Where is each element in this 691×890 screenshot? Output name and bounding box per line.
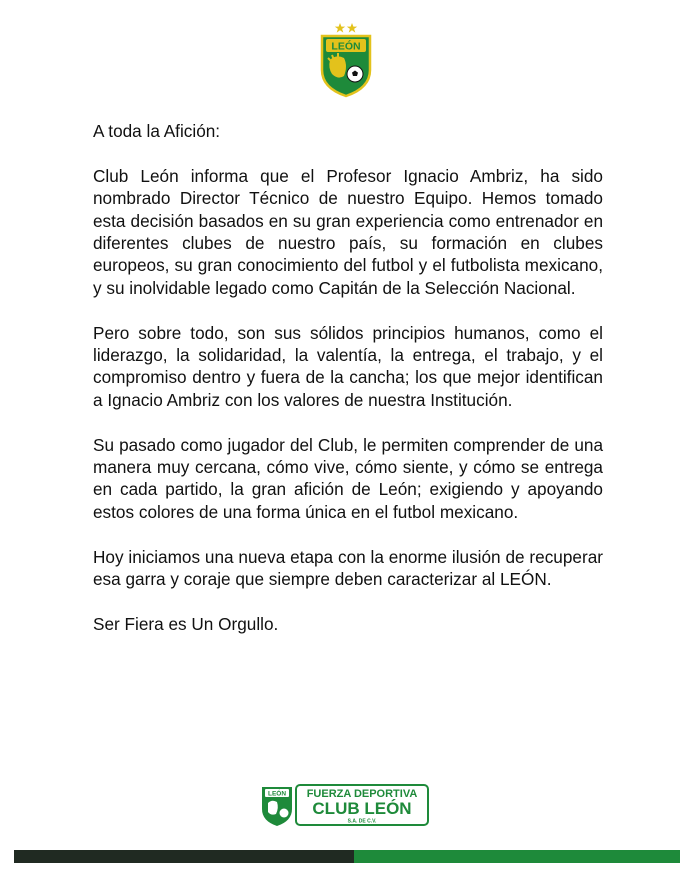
logo-line-2: CLUB LEÓN [312, 799, 412, 818]
letter-body [93, 120, 603, 658]
logo-line-1: FUERZA DEPORTIVA [306, 788, 418, 800]
letter-paragraph-1: Club León informa que el Profesor Ignacio Ambriz, ha sido nombrado Director Técnico de nuestro Equipo. Hemos tomado esta decisión basados en su gran experiencia como entrenador en diferentes clubes de nuestro país, su formación en clubes europeos, su gran conocimiento del futbol y el futbolista mexicano, y su inolvidable legado como Capitán de la Selección Nacional. [93, 165, 603, 298]
crest-text: LEÓN [331, 40, 361, 53]
footer-bar-dark-segment [14, 850, 354, 863]
letter-paragraph-2: Pero sobre todo, son sus sólidos principios humanos, como el liderazgo, la solidaridad, la valentía, la entrega, el trabajo, y el compromiso dentro y fuera de la cancha; los que mejor identifican a Ignacio Ambriz con los valores de nuestra Institución. [93, 322, 603, 410]
letter-closing: Ser Fiera es Un Orgullo. [93, 613, 279, 634]
star-icon [335, 23, 345, 33]
footer-color-bar [14, 850, 680, 863]
letter-paragraph-4: Hoy iniciamos una nueva etapa con la enorme ilusión de recuperar esa garra y coraje que siempre deben caracterizar al LEÓN. [93, 546, 603, 590]
small-crest-text: LEÓN [267, 790, 287, 798]
logo-line-3: S.A. DE C.V. [347, 818, 377, 825]
fuerza-deportiva-club-leon-logo [259, 783, 431, 827]
letter-greeting: A toda la Afición: [93, 121, 221, 141]
club-leon-crest-logo [318, 22, 374, 98]
footer-bar-green-segment [354, 850, 680, 863]
letter-paragraph-3: Su pasado como jugador del Club, le permiten comprender de una manera muy cercana, cómo vive, cómo siente, y cómo se entrega en cada partido, la gran afición de León; exigiendo y apoyando estos colores de una forma única en el futbol mexicano. [93, 434, 603, 522]
star-icon [347, 23, 357, 33]
